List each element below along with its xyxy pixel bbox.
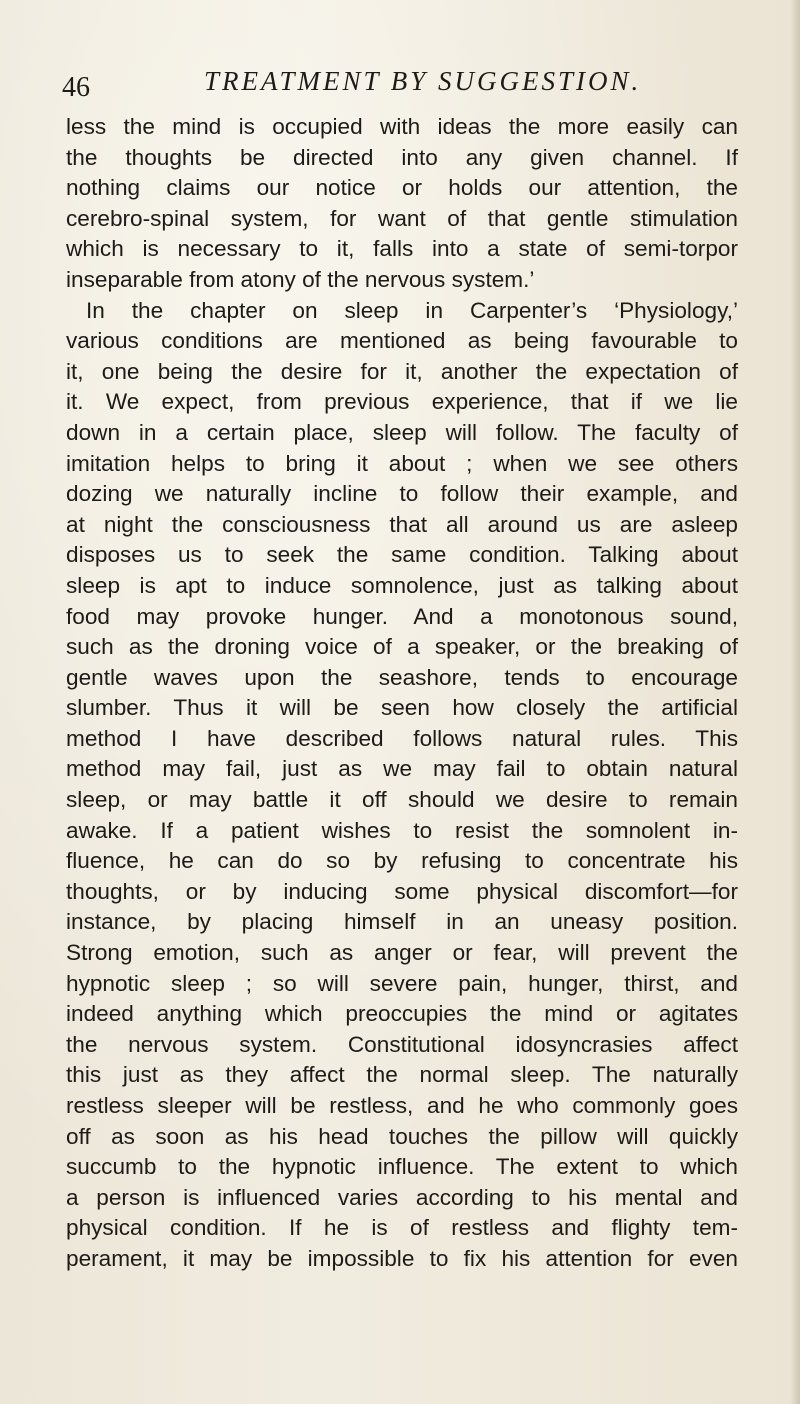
text-line: indeed anything which preoccupies the mind or agitates (66, 1001, 738, 1027)
text-line: succumb to the hypnotic influence. The extent to which (66, 1154, 738, 1180)
text-line: cerebro-spinal system, for want of that gentle stimulation (66, 205, 738, 231)
text-line: sleep, or may battle it off should we desire to remain (66, 787, 738, 813)
text-line: this just as they affect the normal sleep. The naturally (66, 1062, 738, 1088)
text-line: disposes us to seek the same condition. Talking about (66, 542, 738, 568)
text-line: instance, by placing himself in an uneasy position. (66, 909, 738, 935)
text-line: nothing claims our notice or holds our attention, the (66, 175, 738, 201)
text-line: perament, it may be impossible to fix his attention for even (66, 1245, 738, 1271)
text-line: food may provoke hunger. And a monotonous sound, (66, 603, 738, 629)
page-number: 46 (62, 72, 90, 103)
text-line: Strong emotion, such as anger or fear, will prevent the (66, 940, 738, 966)
text-line: the thoughts be directed into any given channel. If (66, 144, 738, 170)
text-line: inseparable from atony of the nervous system.’ (66, 266, 535, 292)
text-line: such as the droning voice of a speaker, or the breaking of (66, 634, 738, 660)
body-text (66, 112, 738, 1275)
running-head (62, 66, 742, 106)
text-line: physical condition. If he is of restless and flighty tem- (66, 1215, 738, 1241)
text-line: slumber. Thus it will be seen how closely the artificial (66, 695, 738, 721)
running-title: TREATMENT BY SUGGESTION. (204, 66, 642, 96)
text-line: sleep is apt to induce somnolence, just as talking about (66, 572, 738, 598)
text-line: method I have described follows natural rules. This (66, 725, 738, 751)
text-line: awake. If a patient wishes to resist the somnolent in- (66, 817, 738, 843)
text-line: the nervous system. Constitutional idosyncrasies affect (66, 1031, 738, 1057)
text-line: fluence, he can do so by refusing to concentrate his (66, 848, 738, 874)
text-line: various conditions are mentioned as being favourable to (66, 328, 738, 354)
text-line: less the mind is occupied with ideas the more easily can (66, 114, 738, 139)
text-line: dozing we naturally incline to follow their example, and (66, 481, 738, 507)
text-line: thoughts, or by inducing some physical discomfort—for (66, 878, 738, 904)
text-line: restless sleeper will be restless, and he who commonly goes (66, 1093, 738, 1118)
text-line: down in a certain place, sleep will follow. The faculty of (66, 419, 738, 445)
text-line: it, one being the desire for it, another the expectation of (66, 358, 738, 384)
text-line: method may fail, just as we may fail to obtain natural (66, 756, 738, 782)
page-edge-shadow (790, 0, 800, 1404)
text-line: at night the consciousness that all around us are asleep (66, 511, 738, 537)
text-line: hypnotic sleep ; so will severe pain, hunger, thirst, and (66, 970, 738, 996)
text-line: In the chapter on sleep in Carpenter’s ‘Physiology,’ (86, 297, 738, 323)
text-line: it. We expect, from previous experience, that if we lie (66, 389, 738, 415)
text-line: off as soon as his head touches the pillow will quickly (66, 1123, 738, 1149)
text-line: gentle waves upon the seashore, tends to encourage (66, 664, 738, 690)
text-line: a person is influenced varies according to his mental and (66, 1184, 738, 1210)
text-line: which is necessary to it, falls into a state of semi-torpor (66, 236, 738, 262)
text-line: imitation helps to bring it about ; when we see others (66, 450, 738, 476)
